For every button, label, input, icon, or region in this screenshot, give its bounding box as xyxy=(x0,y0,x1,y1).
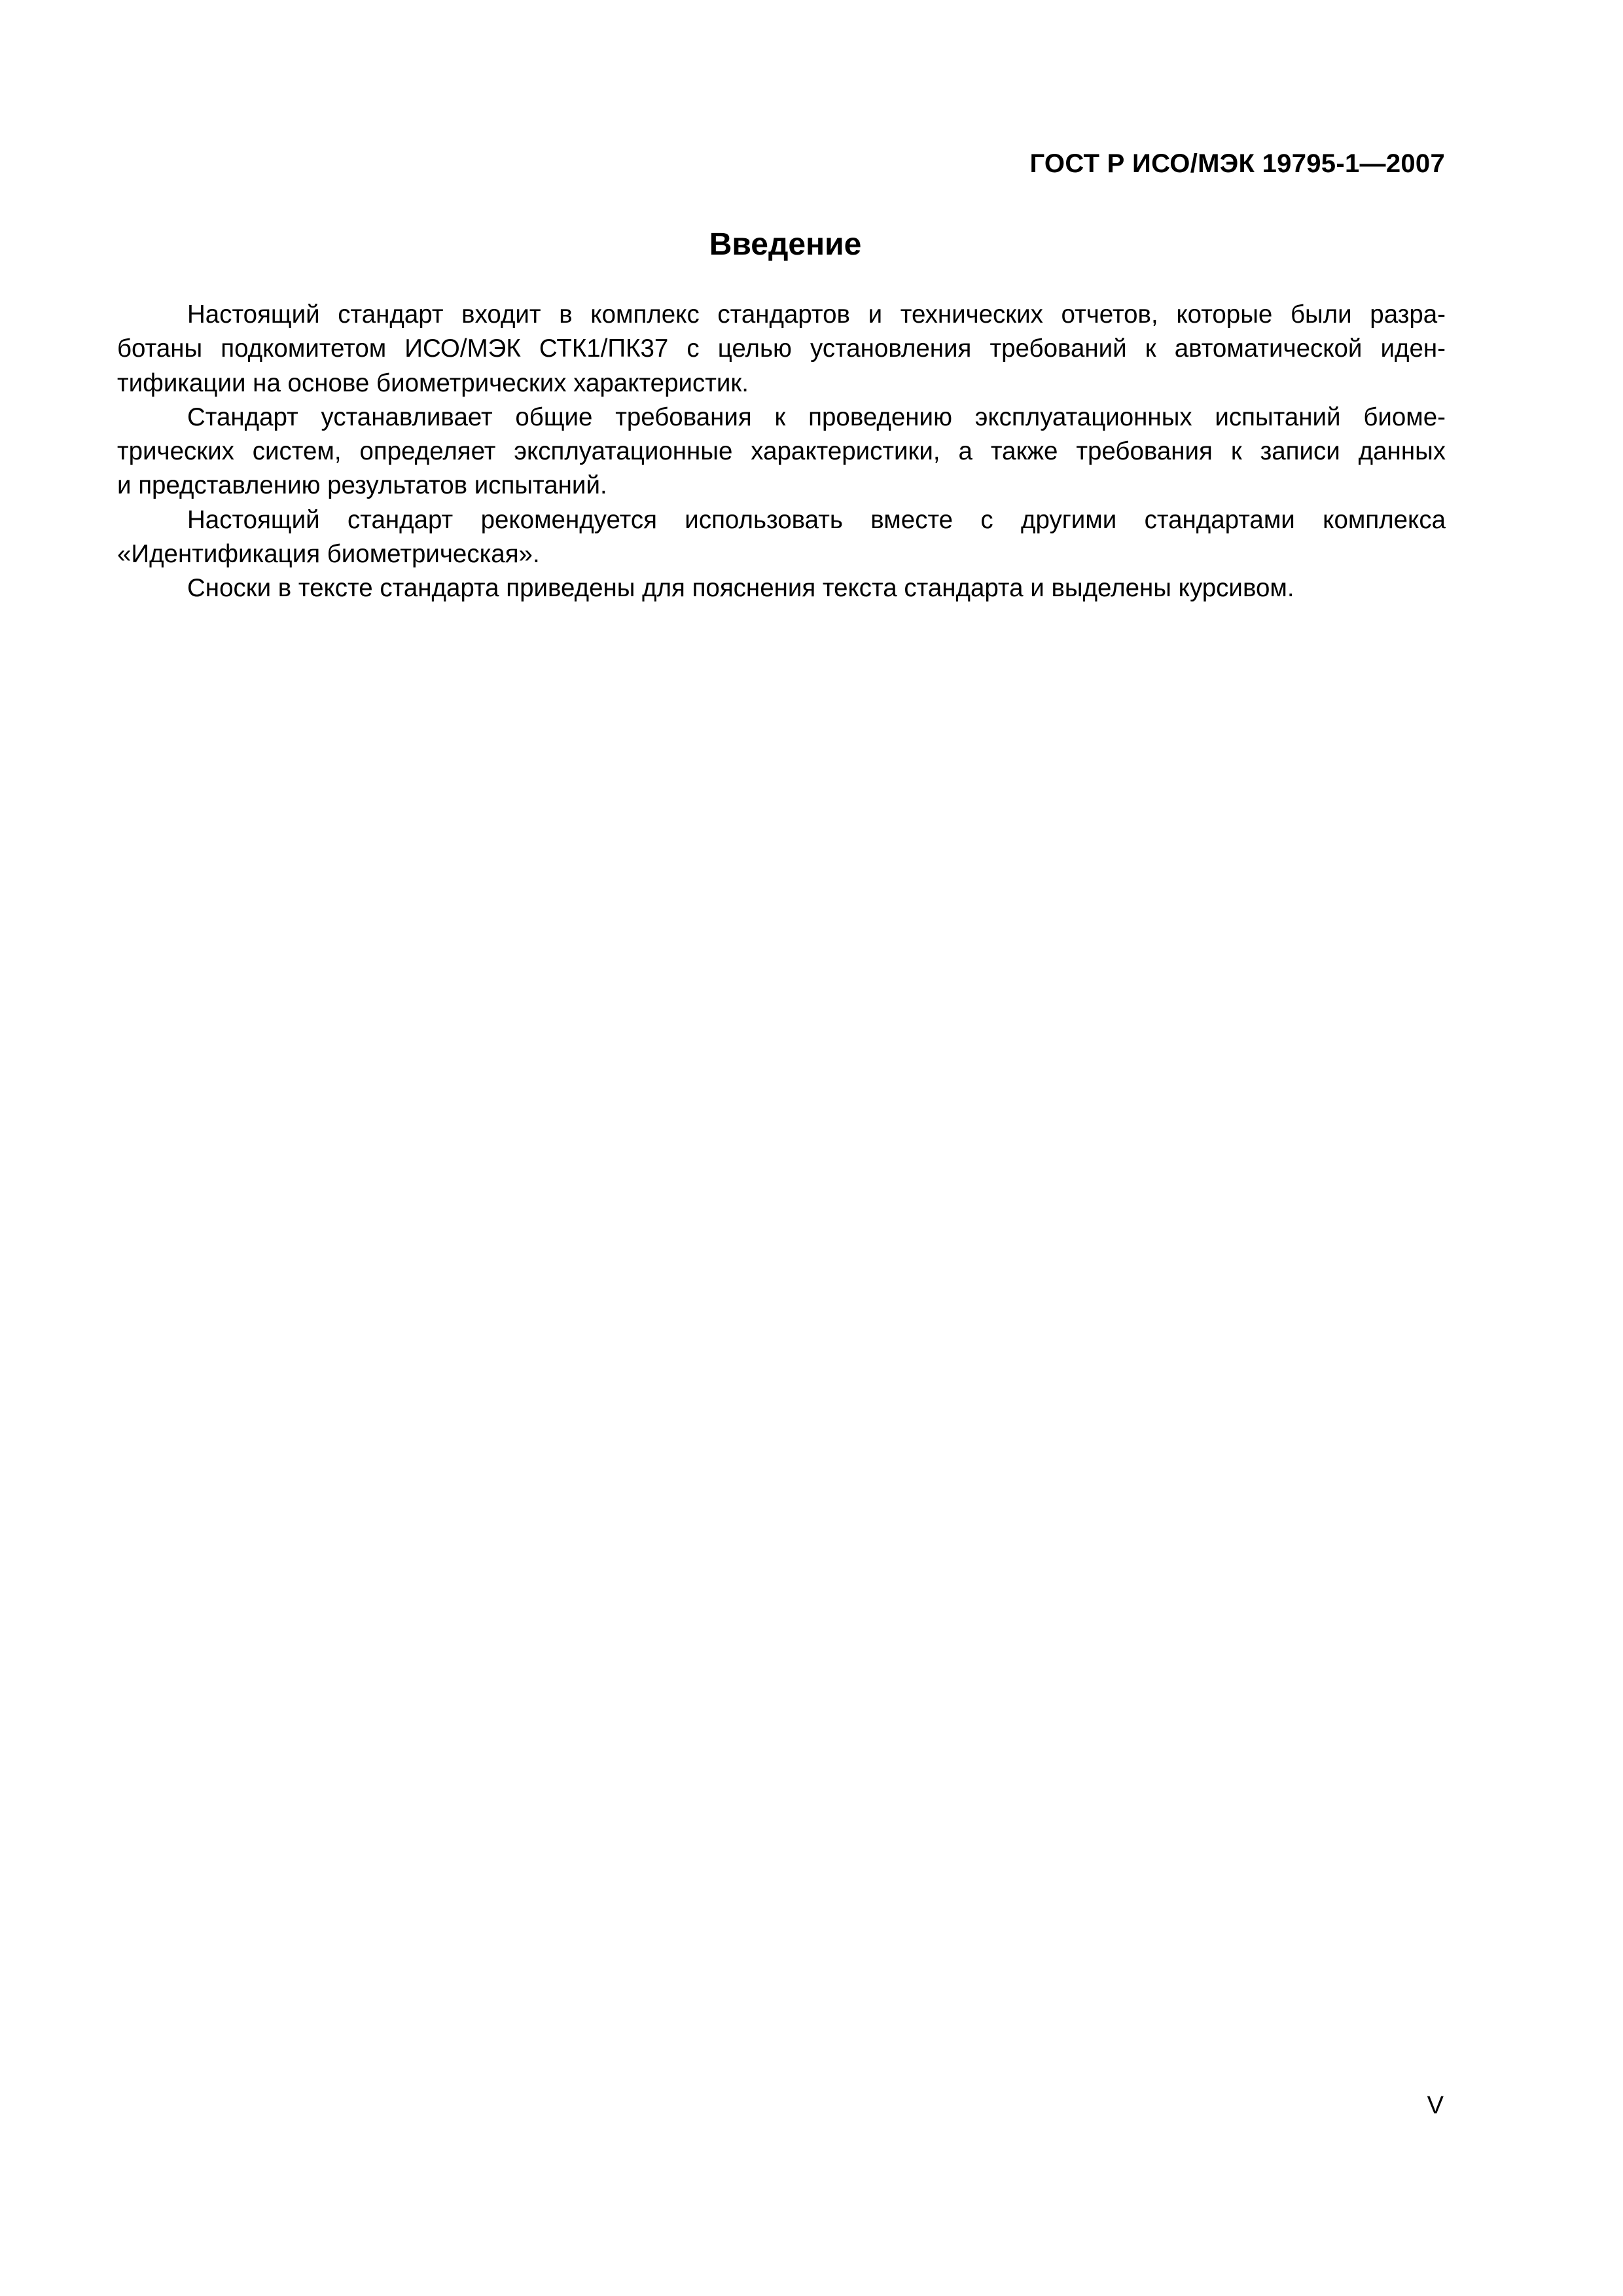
text-line: Настоящий стандарт входит в комплекс стандартов и технических отчетов, которые были разра- xyxy=(187,300,1446,329)
text-line: Настоящий стандарт рекомендуется использовать вместе с другими стандартами комплекса xyxy=(187,505,1446,534)
text-line: и представлению результатов испытаний. xyxy=(117,471,607,500)
body-text xyxy=(117,298,1446,606)
text-line: «Идентификация биометрическая». xyxy=(117,540,540,569)
paragraph-4 xyxy=(117,571,1446,605)
text-line: трических систем, определяет эксплуатационные характеристики, а также требования к записи данных xyxy=(117,437,1446,466)
text-line: Стандарт устанавливает общие требования к проведению эксплуатационных испытаний биоме- xyxy=(187,403,1446,431)
document-code: ГОСТ Р ИСО/МЭК 19795-1—2007 xyxy=(1029,149,1445,178)
text-line: тификации на основе биометрических характеристик. xyxy=(117,368,749,397)
paragraph-2 xyxy=(117,401,1446,503)
paragraph-3 xyxy=(117,503,1446,572)
section-title: Введение xyxy=(709,227,862,262)
text-line: Сноски в тексте стандарта приведены для пояснения текста стандарта и выделены курсивом. xyxy=(187,574,1294,603)
page-number: V xyxy=(1427,2092,1444,2119)
paragraph-1 xyxy=(117,298,1446,401)
text-line: ботаны подкомитетом ИСО/МЭК СТК1/ПК37 с целью установления требований к автоматической иден- xyxy=(117,334,1446,363)
